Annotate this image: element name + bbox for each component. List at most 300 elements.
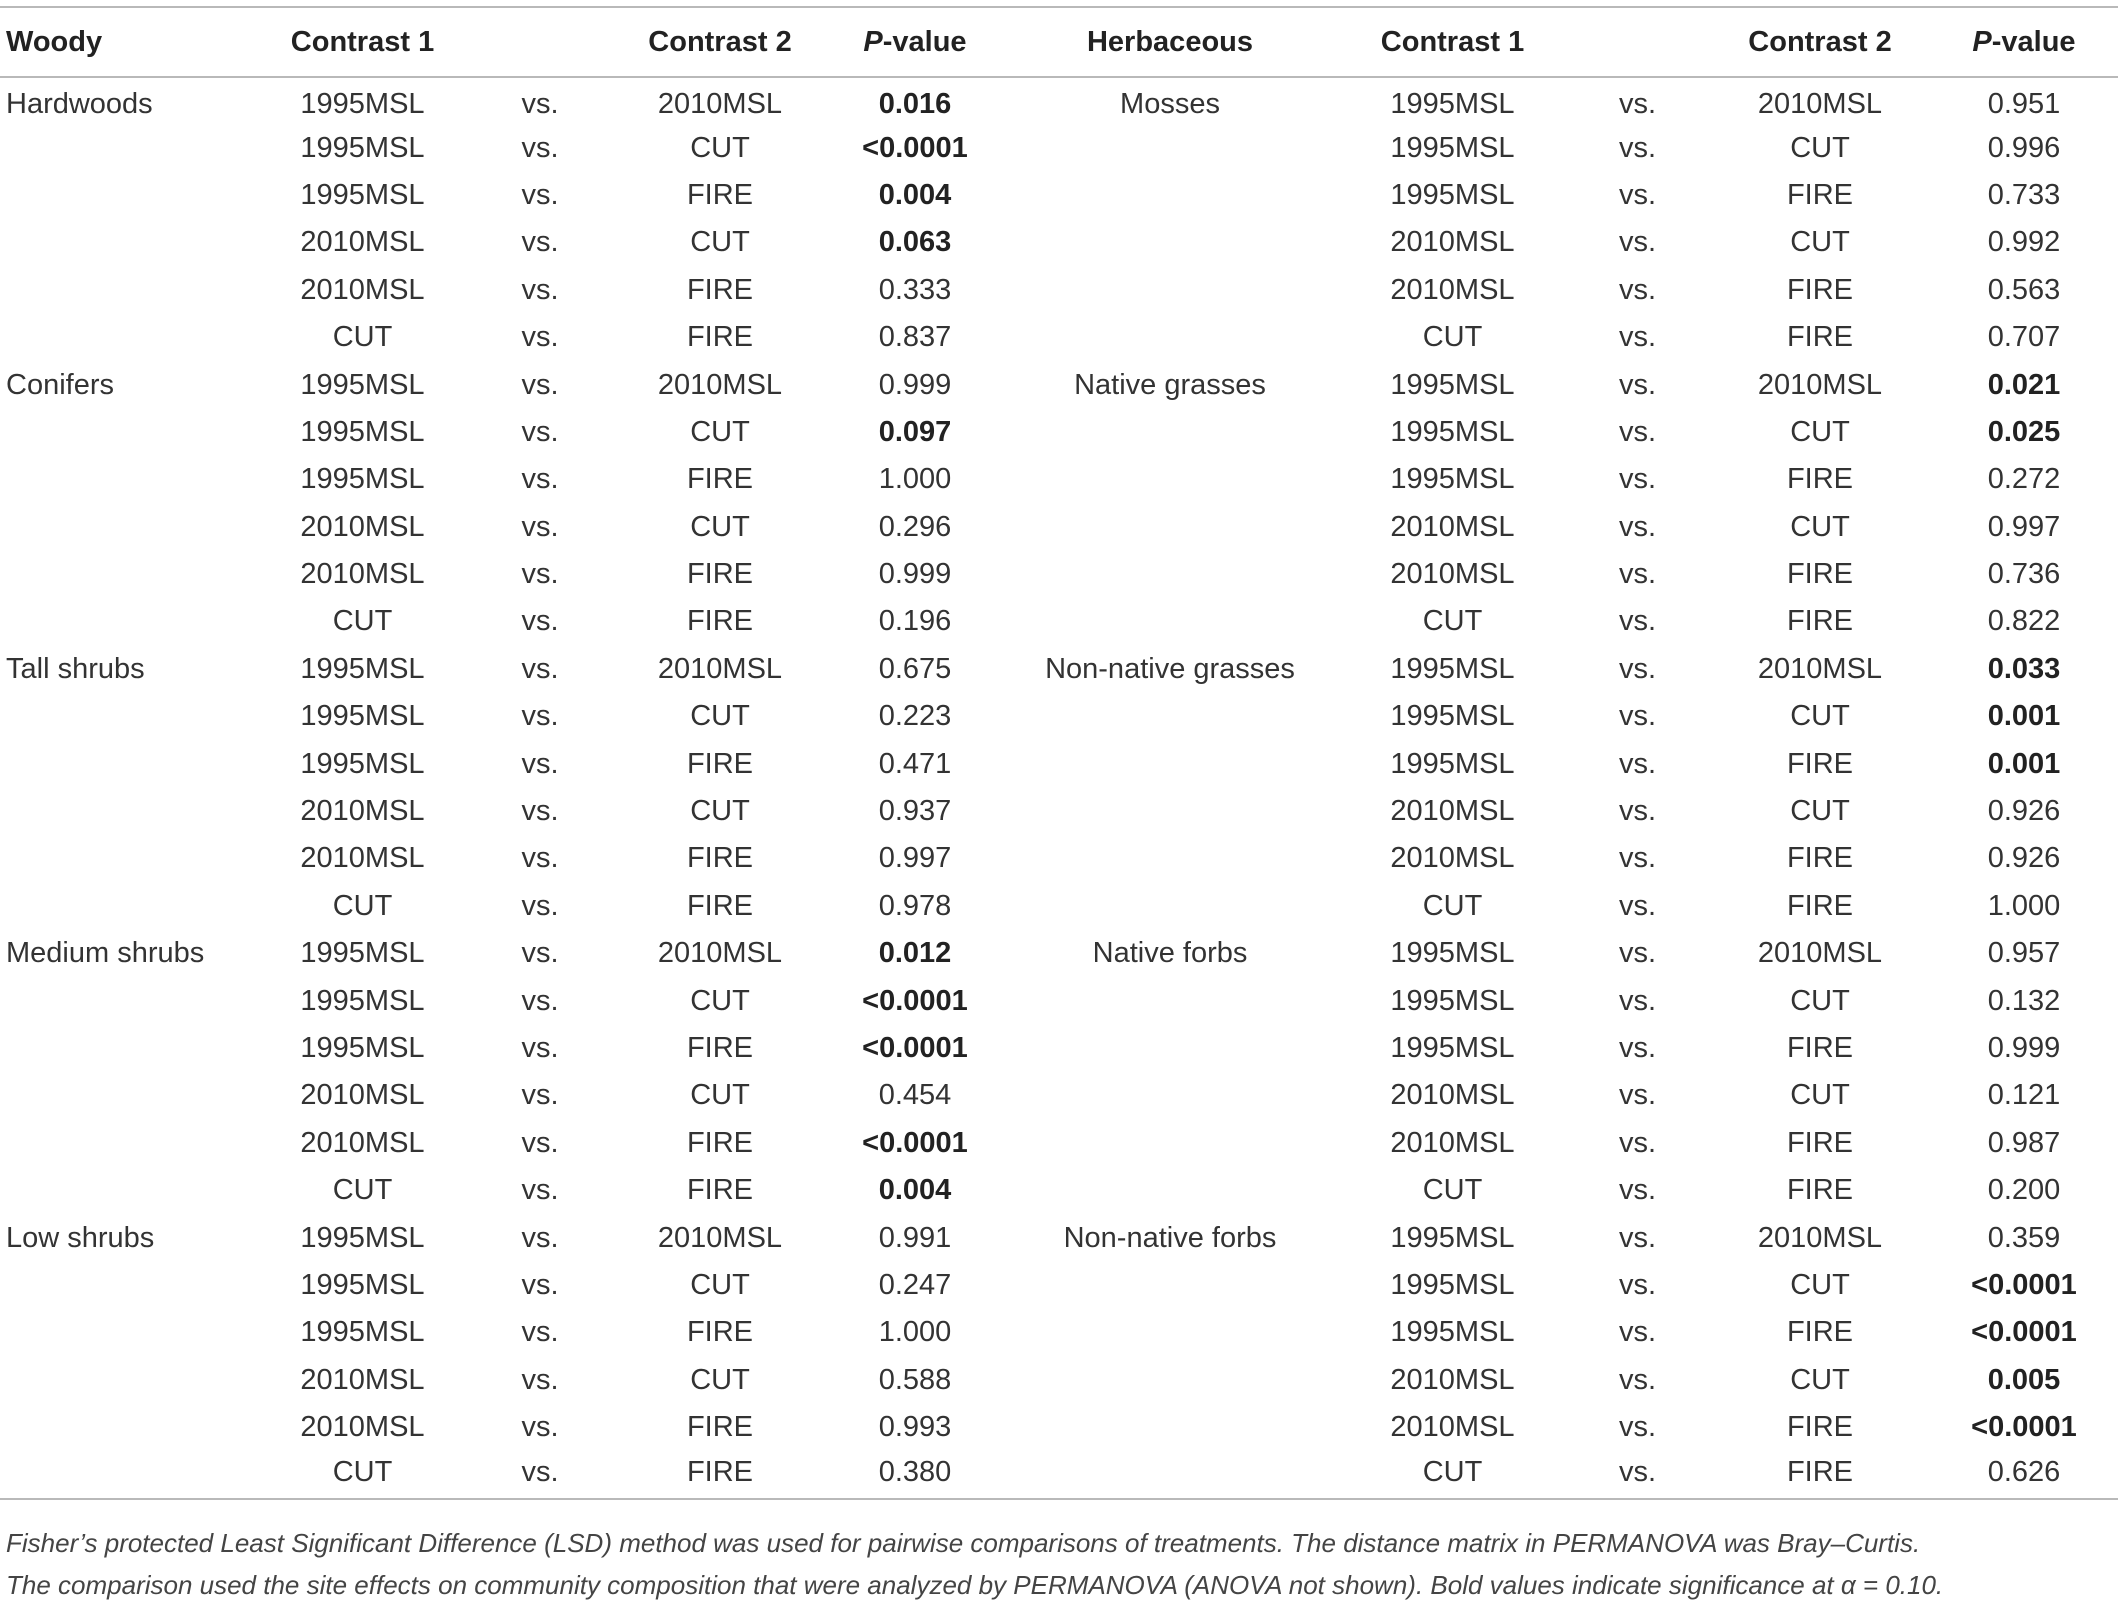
herbaceous-contrast1-cell: CUT xyxy=(1422,321,1483,354)
table-row xyxy=(0,930,2118,977)
table-row xyxy=(0,1072,2118,1119)
herbaceous-vs-cell: vs. xyxy=(1618,1268,1657,1301)
woody-contrast1-cell: 2010MSL xyxy=(300,1079,425,1112)
herbaceous-contrast1-cell: CUT xyxy=(1422,1174,1483,1207)
woody-contrast1-cell: 1995MSL xyxy=(300,368,425,401)
woody-vs-cell: vs. xyxy=(521,1032,559,1064)
herbaceous-vs-cell: vs. xyxy=(1618,652,1657,685)
woody-group-cell xyxy=(0,1404,255,1451)
table-row xyxy=(0,1262,2118,1309)
woody-pvalue-cell: 0.016 xyxy=(878,87,952,120)
woody-contrast1-cell: CUT xyxy=(332,605,393,638)
woody-pvalue-cell: 0.675 xyxy=(878,652,952,685)
woody-vs-cell: vs. xyxy=(521,984,559,1017)
woody-contrast2-cell: FIRE xyxy=(686,605,754,638)
header-contrast2-woody: Contrast 2 xyxy=(610,7,830,77)
herbaceous-pvalue-cell: 0.736 xyxy=(1987,558,2061,591)
table-row xyxy=(0,883,2118,930)
herbaceous-pvalue-cell: 0.957 xyxy=(1987,937,2061,970)
table-row xyxy=(0,1404,2118,1451)
woody-group-cell xyxy=(0,1120,255,1167)
woody-group-cell xyxy=(0,1357,255,1404)
woody-group-cell: Hardwoods xyxy=(6,87,153,120)
header-pvalue-herbaceous xyxy=(1930,7,2118,77)
woody-vs-cell: vs. xyxy=(521,747,559,780)
herbaceous-contrast2-cell: FIRE xyxy=(1710,1451,1930,1498)
herbaceous-contrast1-cell: 1995MSL xyxy=(1390,463,1515,496)
woody-vs-cell: vs. xyxy=(521,463,559,496)
woody-contrast1-cell: 1995MSL xyxy=(300,700,425,733)
herbaceous-contrast1-cell: 1995MSL xyxy=(1390,984,1515,1017)
herbaceous-contrast1-cell: 1995MSL xyxy=(1390,937,1515,970)
woody-vs-cell: vs. xyxy=(521,510,559,543)
woody-contrast1-cell: 1995MSL xyxy=(300,131,425,164)
herbaceous-contrast1-cell: 1995MSL xyxy=(1390,178,1515,211)
woody-group-cell xyxy=(0,693,255,740)
herbaceous-group-cell: Native grasses xyxy=(1074,368,1266,401)
woody-contrast2-cell: 2010MSL xyxy=(657,87,783,120)
herbaceous-contrast2-cell: CUT xyxy=(1790,1079,1850,1112)
woody-contrast2-cell: FIRE xyxy=(686,1411,754,1444)
pairwise-comparison-table xyxy=(0,6,2118,1500)
woody-contrast2-cell: FIRE xyxy=(686,463,754,496)
header-woody: Woody xyxy=(0,7,255,77)
herbaceous-pvalue-cell: 0.001 xyxy=(1987,747,2061,780)
herbaceous-group-cell xyxy=(1000,1451,1340,1498)
woody-contrast1-cell: CUT xyxy=(255,1451,470,1498)
herbaceous-group-cell xyxy=(1000,883,1340,930)
woody-pvalue-cell: 0.380 xyxy=(830,1451,1000,1498)
woody-contrast2-cell: 2010MSL xyxy=(657,652,783,685)
herbaceous-group-cell xyxy=(1000,1120,1340,1167)
woody-vs-cell: vs. xyxy=(521,605,559,638)
table-row xyxy=(0,1214,2118,1261)
herbaceous-contrast1-cell: 2010MSL xyxy=(1390,558,1515,591)
herbaceous-group-cell xyxy=(1000,124,1340,171)
header-row xyxy=(0,7,2118,77)
header-pvalue-herbaceous-italic: P xyxy=(1972,25,1992,58)
woody-group-cell xyxy=(0,598,255,645)
herbaceous-group-cell xyxy=(1000,267,1340,314)
woody-pvalue-cell: 0.196 xyxy=(878,605,952,638)
table-header xyxy=(0,7,2118,77)
woody-contrast2-cell: FIRE xyxy=(686,321,754,354)
herbaceous-contrast2-cell: FIRE xyxy=(1786,605,1854,638)
herbaceous-contrast1-cell: CUT xyxy=(1340,1451,1565,1498)
herbaceous-contrast2-cell: FIRE xyxy=(1786,178,1854,211)
woody-pvalue-cell: 0.937 xyxy=(878,795,952,828)
woody-pvalue-cell: <0.0001 xyxy=(862,1032,968,1064)
woody-pvalue-cell: 0.454 xyxy=(878,1079,952,1112)
woody-vs-cell: vs. xyxy=(521,700,559,733)
woody-contrast2-cell: CUT xyxy=(690,1363,750,1396)
woody-group-cell xyxy=(0,551,255,598)
herbaceous-contrast1-cell: 1995MSL xyxy=(1390,1032,1515,1064)
woody-group-cell xyxy=(0,124,255,171)
herbaceous-vs-cell: vs. xyxy=(1565,1451,1710,1498)
woody-group-cell xyxy=(0,219,255,266)
herbaceous-pvalue-cell: 0.951 xyxy=(1987,87,2061,120)
herbaceous-pvalue-cell: 0.926 xyxy=(1987,795,2061,828)
herbaceous-pvalue-cell: 0.626 xyxy=(1930,1451,2118,1498)
herbaceous-pvalue-cell: 0.733 xyxy=(1987,178,2061,211)
woody-pvalue-cell: 0.247 xyxy=(878,1268,952,1301)
woody-pvalue-cell: 0.837 xyxy=(878,321,952,354)
woody-pvalue-cell: <0.0001 xyxy=(862,1126,968,1159)
woody-vs-cell: vs. xyxy=(521,1316,559,1349)
woody-contrast2-cell: CUT xyxy=(690,510,750,543)
header-pvalue-herbaceous-suffix: -value xyxy=(1991,25,2076,58)
woody-group-cell xyxy=(0,172,255,219)
herbaceous-pvalue-cell: 0.033 xyxy=(1987,652,2061,685)
woody-vs-cell: vs. xyxy=(521,1174,559,1207)
woody-contrast1-cell: CUT xyxy=(332,321,393,354)
herbaceous-group-cell xyxy=(1000,1262,1340,1309)
herbaceous-contrast2-cell: CUT xyxy=(1790,1268,1850,1301)
herbaceous-group-cell xyxy=(1000,314,1340,361)
woody-contrast1-cell: 1995MSL xyxy=(300,415,425,448)
herbaceous-contrast2-cell: FIRE xyxy=(1786,747,1854,780)
woody-pvalue-cell: 0.471 xyxy=(878,747,952,780)
herbaceous-vs-cell: vs. xyxy=(1618,131,1657,164)
table-row xyxy=(0,504,2118,551)
woody-contrast2-cell: CUT xyxy=(690,415,750,448)
table-row xyxy=(0,788,2118,835)
woody-contrast2-cell: FIRE xyxy=(686,1032,754,1064)
table-row xyxy=(0,835,2118,882)
herbaceous-group-cell: Non-native grasses xyxy=(1045,652,1295,685)
herbaceous-contrast2-cell: FIRE xyxy=(1786,1032,1854,1064)
woody-contrast1-cell: 2010MSL xyxy=(300,1363,425,1396)
table-row xyxy=(0,598,2118,645)
woody-contrast1-cell: 1995MSL xyxy=(300,1316,425,1349)
table-row xyxy=(0,740,2118,787)
woody-group-cell: Conifers xyxy=(6,368,114,401)
woody-contrast2-cell: CUT xyxy=(690,1268,750,1301)
herbaceous-contrast1-cell: CUT xyxy=(1422,889,1483,922)
herbaceous-contrast2-cell: FIRE xyxy=(1786,1316,1854,1349)
woody-vs-cell: vs. xyxy=(521,273,559,306)
woody-contrast2-cell: FIRE xyxy=(686,889,754,922)
woody-vs-cell: vs. xyxy=(521,1268,559,1301)
woody-vs-cell: vs. xyxy=(521,415,559,448)
woody-contrast2-cell: CUT xyxy=(690,984,750,1017)
herbaceous-contrast1-cell: 1995MSL xyxy=(1390,652,1515,685)
header-pvalue-woody-suffix: -value xyxy=(882,25,967,58)
woody-vs-cell: vs. xyxy=(521,1126,559,1159)
herbaceous-contrast2-cell: FIRE xyxy=(1786,1411,1854,1444)
woody-pvalue-cell: 0.097 xyxy=(878,415,952,448)
table-row xyxy=(0,456,2118,503)
herbaceous-pvalue-cell: 0.999 xyxy=(1987,1032,2061,1064)
herbaceous-group-cell xyxy=(1000,219,1340,266)
herbaceous-pvalue-cell: 0.563 xyxy=(1987,273,2061,306)
woody-group-cell xyxy=(0,883,255,930)
herbaceous-contrast2-cell: FIRE xyxy=(1786,842,1854,875)
table-row xyxy=(0,361,2118,408)
table-row xyxy=(0,409,2118,456)
table-row xyxy=(0,1120,2118,1167)
herbaceous-pvalue-cell: 0.987 xyxy=(1987,1126,2061,1159)
herbaceous-vs-cell: vs. xyxy=(1618,368,1657,401)
woody-group-cell xyxy=(0,267,255,314)
table-row xyxy=(0,693,2118,740)
woody-group-cell xyxy=(0,1072,255,1119)
herbaceous-contrast1-cell: 1995MSL xyxy=(1390,415,1515,448)
woody-vs-cell: vs. xyxy=(521,652,559,685)
herbaceous-group-cell xyxy=(1000,504,1340,551)
woody-contrast2-cell: FIRE xyxy=(686,1174,754,1207)
herbaceous-contrast1-cell: 2010MSL xyxy=(1390,273,1515,306)
herbaceous-pvalue-cell: 1.000 xyxy=(1987,889,2061,922)
herbaceous-pvalue-cell: 0.132 xyxy=(1987,984,2061,1017)
woody-contrast1-cell: 2010MSL xyxy=(300,558,425,591)
woody-group-cell: Tall shrubs xyxy=(6,652,145,685)
herbaceous-group-cell xyxy=(1000,456,1340,503)
herbaceous-contrast2-cell: CUT xyxy=(1790,510,1850,543)
herbaceous-vs-cell: vs. xyxy=(1618,87,1657,120)
woody-contrast2-cell: FIRE xyxy=(686,558,754,591)
herbaceous-group-cell xyxy=(1000,1309,1340,1356)
woody-contrast1-cell: CUT xyxy=(332,889,393,922)
herbaceous-contrast2-cell: FIRE xyxy=(1786,273,1854,306)
woody-group-cell: Medium shrubs xyxy=(6,937,205,970)
table-row xyxy=(0,172,2118,219)
herbaceous-group-cell: Non-native forbs xyxy=(1063,1221,1277,1254)
herbaceous-pvalue-cell: 0.025 xyxy=(1987,415,2061,448)
herbaceous-contrast2-cell: FIRE xyxy=(1786,558,1854,591)
woody-pvalue-cell: 0.991 xyxy=(878,1221,952,1254)
woody-contrast1-cell: 1995MSL xyxy=(300,87,425,120)
herbaceous-vs-cell: vs. xyxy=(1618,1221,1657,1254)
woody-contrast1-cell: 2010MSL xyxy=(300,1126,425,1159)
woody-pvalue-cell: 1.000 xyxy=(878,463,952,496)
herbaceous-group-cell: Mosses xyxy=(1120,87,1220,120)
woody-pvalue-cell: <0.0001 xyxy=(862,131,968,164)
herbaceous-pvalue-cell: 0.822 xyxy=(1987,605,2061,638)
woody-contrast1-cell: 2010MSL xyxy=(300,510,425,543)
woody-vs-cell: vs. xyxy=(521,842,559,875)
woody-group-cell xyxy=(0,409,255,456)
herbaceous-group-cell xyxy=(1000,1072,1340,1119)
woody-contrast2-cell: CUT xyxy=(690,1079,750,1112)
woody-contrast2-cell: FIRE xyxy=(610,1451,830,1498)
woody-group-cell xyxy=(0,314,255,361)
woody-pvalue-cell: 0.978 xyxy=(878,889,952,922)
table-row xyxy=(0,551,2118,598)
herbaceous-vs-cell: vs. xyxy=(1618,1079,1657,1112)
table-row xyxy=(0,267,2118,314)
woody-pvalue-cell: 0.333 xyxy=(878,273,952,306)
woody-contrast1-cell: 2010MSL xyxy=(300,795,425,828)
herbaceous-contrast2-cell: CUT xyxy=(1790,795,1850,828)
woody-group-cell xyxy=(0,740,255,787)
herbaceous-contrast1-cell: 1995MSL xyxy=(1390,87,1515,120)
herbaceous-group-cell xyxy=(1000,788,1340,835)
woody-contrast1-cell: CUT xyxy=(332,1174,393,1207)
herbaceous-pvalue-cell: <0.0001 xyxy=(1971,1411,2077,1444)
woody-group-cell xyxy=(0,504,255,551)
table-row xyxy=(0,1167,2118,1214)
herbaceous-pvalue-cell: 0.707 xyxy=(1987,321,2061,354)
herbaceous-pvalue-cell: 0.001 xyxy=(1987,700,2061,733)
woody-vs-cell: vs. xyxy=(521,1079,559,1112)
table-row xyxy=(0,1025,2118,1072)
table-row xyxy=(0,1451,2118,1498)
woody-vs-cell: vs. xyxy=(521,795,559,828)
woody-group-cell: Low shrubs xyxy=(6,1221,155,1254)
table-row xyxy=(0,124,2118,171)
herbaceous-vs-cell: vs. xyxy=(1618,795,1657,828)
table-row xyxy=(0,977,2118,1024)
header-pvalue-woody-italic: P xyxy=(863,25,883,58)
herbaceous-vs-cell: vs. xyxy=(1618,1411,1657,1444)
herbaceous-pvalue-cell: 0.200 xyxy=(1987,1174,2061,1207)
herbaceous-contrast1-cell: 2010MSL xyxy=(1390,226,1515,259)
woody-pvalue-cell: <0.0001 xyxy=(862,984,968,1017)
herbaceous-contrast1-cell: 1995MSL xyxy=(1390,1268,1515,1301)
herbaceous-vs-cell: vs. xyxy=(1618,605,1657,638)
herbaceous-pvalue-cell: 0.359 xyxy=(1987,1221,2061,1254)
footnote-line-1: Fisher’s protected Least Significant Difference (LSD) method was used for pairwise comparisons of treatments. The distance matrix in PERMANOVA was Bray–Curtis. xyxy=(6,1528,1921,1558)
woody-group-cell xyxy=(0,1262,255,1309)
woody-contrast1-cell: 1995MSL xyxy=(300,1221,425,1254)
herbaceous-contrast1-cell: 1995MSL xyxy=(1390,1316,1515,1349)
herbaceous-contrast2-cell: FIRE xyxy=(1786,1126,1854,1159)
herbaceous-pvalue-cell: 0.992 xyxy=(1987,226,2061,259)
herbaceous-vs-cell: vs. xyxy=(1618,558,1657,591)
herbaceous-group-cell xyxy=(1000,835,1340,882)
woody-group-cell xyxy=(0,1025,255,1072)
herbaceous-vs-cell: vs. xyxy=(1618,510,1657,543)
woody-contrast2-cell: FIRE xyxy=(686,747,754,780)
herbaceous-pvalue-cell: <0.0001 xyxy=(1971,1316,2077,1349)
woody-contrast1-cell: 1995MSL xyxy=(300,178,425,211)
woody-contrast1-cell: 1995MSL xyxy=(300,1268,425,1301)
herbaceous-vs-cell: vs. xyxy=(1618,842,1657,875)
herbaceous-pvalue-cell: <0.0001 xyxy=(1971,1268,2077,1301)
herbaceous-contrast2-cell: CUT xyxy=(1790,700,1850,733)
herbaceous-contrast2-cell: CUT xyxy=(1790,131,1850,164)
herbaceous-contrast2-cell: 2010MSL xyxy=(1757,937,1883,970)
table-row xyxy=(0,219,2118,266)
woody-contrast2-cell: 2010MSL xyxy=(657,368,783,401)
woody-pvalue-cell: 0.296 xyxy=(878,510,952,543)
herbaceous-pvalue-cell: 0.926 xyxy=(1987,842,2061,875)
woody-contrast1-cell: 1995MSL xyxy=(300,937,425,970)
herbaceous-vs-cell: vs. xyxy=(1618,1316,1657,1349)
header-pvalue-woody xyxy=(830,7,1000,77)
woody-group-cell xyxy=(0,1309,255,1356)
woody-vs-cell: vs. xyxy=(521,226,559,259)
header-herbaceous: Herbaceous xyxy=(1000,7,1340,77)
herbaceous-group-cell xyxy=(1000,693,1340,740)
herbaceous-vs-cell: vs. xyxy=(1618,700,1657,733)
herbaceous-contrast1-cell: 2010MSL xyxy=(1390,510,1515,543)
herbaceous-contrast2-cell: CUT xyxy=(1790,226,1850,259)
woody-contrast1-cell: 1995MSL xyxy=(300,747,425,780)
herbaceous-vs-cell: vs. xyxy=(1618,937,1657,970)
herbaceous-pvalue-cell: 0.021 xyxy=(1987,368,2061,401)
woody-pvalue-cell: 0.223 xyxy=(878,700,952,733)
herbaceous-contrast1-cell: 2010MSL xyxy=(1390,842,1515,875)
woody-pvalue-cell: 0.004 xyxy=(878,1174,952,1207)
herbaceous-contrast1-cell: 1995MSL xyxy=(1390,131,1515,164)
woody-contrast2-cell: CUT xyxy=(690,226,750,259)
woody-group-cell xyxy=(0,835,255,882)
woody-group-cell xyxy=(0,788,255,835)
table-row xyxy=(0,646,2118,693)
herbaceous-contrast2-cell: 2010MSL xyxy=(1757,87,1883,120)
table-row xyxy=(0,314,2118,361)
woody-contrast2-cell: 2010MSL xyxy=(657,937,783,970)
herbaceous-vs-cell: vs. xyxy=(1618,463,1657,496)
woody-vs-cell: vs. xyxy=(521,889,559,922)
woody-contrast1-cell: 2010MSL xyxy=(300,226,425,259)
herbaceous-vs-cell: vs. xyxy=(1618,1363,1657,1396)
herbaceous-contrast1-cell: 2010MSL xyxy=(1390,795,1515,828)
herbaceous-contrast2-cell: CUT xyxy=(1790,984,1850,1017)
herbaceous-contrast2-cell: FIRE xyxy=(1786,463,1854,496)
woody-vs-cell: vs. xyxy=(521,178,559,211)
herbaceous-contrast2-cell: CUT xyxy=(1790,415,1850,448)
woody-vs-cell: vs. xyxy=(521,558,559,591)
herbaceous-contrast1-cell: 1995MSL xyxy=(1390,700,1515,733)
herbaceous-group-cell xyxy=(1000,551,1340,598)
herbaceous-contrast1-cell: 2010MSL xyxy=(1390,1363,1515,1396)
woody-vs-cell: vs. xyxy=(521,1221,559,1254)
woody-vs-cell: vs. xyxy=(470,1451,610,1498)
herbaceous-group-cell xyxy=(1000,1404,1340,1451)
herbaceous-pvalue-cell: 0.272 xyxy=(1987,463,2061,496)
header-vs-spacer-herbaceous xyxy=(1565,7,1710,77)
woody-contrast1-cell: 2010MSL xyxy=(300,842,425,875)
herbaceous-pvalue-cell: 0.121 xyxy=(1987,1079,2061,1112)
woody-pvalue-cell: 0.588 xyxy=(878,1363,952,1396)
herbaceous-vs-cell: vs. xyxy=(1618,984,1657,1017)
herbaceous-contrast2-cell: FIRE xyxy=(1786,321,1854,354)
herbaceous-contrast1-cell: 2010MSL xyxy=(1390,1126,1515,1159)
herbaceous-contrast2-cell: 2010MSL xyxy=(1757,652,1883,685)
header-contrast2-herbaceous: Contrast 2 xyxy=(1710,7,1930,77)
herbaceous-vs-cell: vs. xyxy=(1618,178,1657,211)
woody-contrast1-cell: 1995MSL xyxy=(300,984,425,1017)
woody-pvalue-cell: 0.999 xyxy=(878,558,952,591)
woody-contrast1-cell: 1995MSL xyxy=(300,1032,425,1064)
herbaceous-group-cell xyxy=(1000,740,1340,787)
woody-vs-cell: vs. xyxy=(521,1411,559,1444)
table-footnote xyxy=(6,1522,2106,1606)
woody-vs-cell: vs. xyxy=(521,368,559,401)
herbaceous-contrast1-cell: 1995MSL xyxy=(1390,1221,1515,1254)
herbaceous-contrast2-cell: 2010MSL xyxy=(1757,368,1883,401)
herbaceous-pvalue-cell: 0.997 xyxy=(1987,510,2061,543)
herbaceous-contrast2-cell: CUT xyxy=(1790,1363,1850,1396)
table-row xyxy=(0,1357,2118,1404)
herbaceous-contrast1-cell: CUT xyxy=(1422,605,1483,638)
woody-contrast2-cell: CUT xyxy=(690,131,750,164)
herbaceous-contrast1-cell: 1995MSL xyxy=(1390,368,1515,401)
woody-contrast1-cell: 1995MSL xyxy=(300,652,425,685)
woody-contrast2-cell: FIRE xyxy=(686,273,754,306)
woody-pvalue-cell: 0.004 xyxy=(878,178,952,211)
woody-vs-cell: vs. xyxy=(521,131,559,164)
herbaceous-vs-cell: vs. xyxy=(1618,226,1657,259)
woody-contrast2-cell: FIRE xyxy=(686,1316,754,1349)
herbaceous-contrast1-cell: 1995MSL xyxy=(1390,747,1515,780)
herbaceous-vs-cell: vs. xyxy=(1618,321,1657,354)
woody-contrast1-cell: 2010MSL xyxy=(300,273,425,306)
